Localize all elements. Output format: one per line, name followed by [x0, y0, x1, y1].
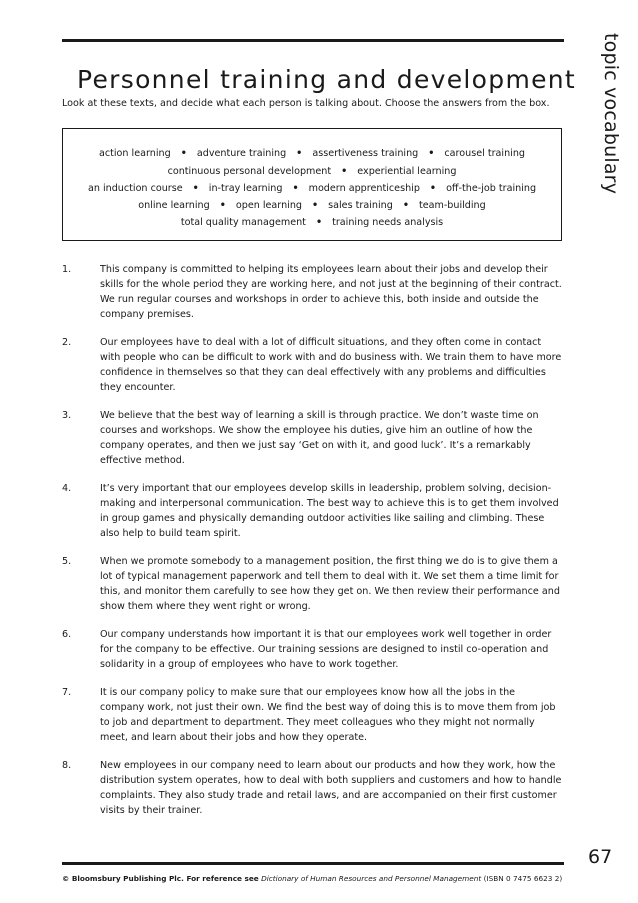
item-number: 4.: [62, 483, 72, 494]
list-item: [62, 627, 562, 672]
item-number: 2.: [62, 337, 72, 348]
word-box-term: modern apprenticeship: [308, 183, 420, 194]
page-number: 67: [588, 846, 613, 868]
bullet-icon: •: [341, 166, 348, 177]
list-item: [62, 685, 562, 745]
bullet-icon: •: [192, 183, 199, 194]
footer: [62, 874, 562, 883]
footer-copyright: © Bloomsbury Publishing Plc. For reference see: [62, 874, 259, 883]
item-text: It’s very important that our employees develop skills in leadership, problem solving, decision-making and interpersonal communication. The best way to achieve this is to get them involved in group games and physically demanding outdoor activities like sailing and climbing. These also help to build team spirit.: [100, 483, 559, 539]
bullet-icon: •: [312, 200, 319, 211]
item-number: 1.: [62, 264, 72, 275]
word-box-term: training needs analysis: [332, 217, 444, 228]
side-label: topic vocabulary: [600, 33, 622, 195]
word-box-term: online learning: [138, 200, 210, 211]
list-item: [62, 408, 562, 468]
word-box-term: experiential learning: [357, 166, 457, 177]
bullet-icon: •: [402, 200, 409, 211]
word-box-term: team-building: [418, 200, 486, 211]
item-text: New employees in our company need to learn about our products and how they work, how the distribution system operates, how to deal with both suppliers and customers and how to handle complaints. They also study trade and retail laws, and are accompanied on their first customer visits by their trainer.: [100, 760, 562, 816]
bottom-rule: [62, 862, 564, 865]
item-number: 6.: [62, 629, 72, 640]
item-text: Our company understands how important it is that our employees work well together in order for the company to be effective. Our training sessions are designed to instil co-operation and solidarity in a group of employees who have to work together.: [100, 629, 552, 670]
item-number: 5.: [62, 556, 72, 567]
word-box-line: [63, 148, 561, 159]
item-number: 7.: [62, 687, 72, 698]
instructions: Look at these texts, and decide what each person is talking about. Choose the answers from the box.: [62, 98, 550, 109]
word-box-term: continuous personal development: [167, 166, 332, 177]
bullet-icon: •: [296, 148, 303, 159]
page-title: Personnel training and development: [77, 64, 577, 94]
bullet-icon: •: [428, 148, 435, 159]
bullet-icon: •: [292, 183, 299, 194]
word-box-term: sales training: [328, 200, 393, 211]
word-box-term: action learning: [98, 148, 171, 159]
item-text: It is our company policy to make sure that our employees know how all the jobs in the company work, not just their own. We find the best way of doing this is to move them from job to job and department to department. They meet colleagues who they might not normally meet, and learn about their jobs and how they operate.: [100, 687, 556, 743]
word-box-line: [63, 200, 561, 211]
word-box-term: adventure training: [196, 148, 287, 159]
list-item: [62, 554, 562, 614]
item-number: 8.: [62, 760, 72, 771]
bullet-icon: •: [429, 183, 437, 194]
top-rule: [62, 39, 564, 42]
list-item: [62, 262, 562, 322]
list-item: [62, 481, 562, 541]
footer-book-title: Dictionary of Human Resources and Personnel Management: [261, 874, 482, 883]
item-text: When we promote somebody to a management position, the first thing we do is to give them a lot of typical management paperwork and tell them to deal with it. We set them a time limit for this, and monitor them carefully to see how they get on. We then review their performance and show them where they went right or wrong.: [100, 556, 560, 612]
word-box-term: in-tray learning: [208, 183, 283, 194]
word-box: [62, 128, 562, 241]
bullet-icon: •: [180, 148, 187, 159]
word-box-line: [63, 217, 561, 228]
word-box-term: off-the-job training: [446, 183, 537, 194]
item-number: 3.: [62, 410, 72, 421]
item-text: We believe that the best way of learning a skill is through practice. We don’t waste time on courses and workshops. We show the employee his duties, give him an outline of how the company operates, and then we just say ‘Get on with it, and good luck’. It’s a remarkably effective method.: [100, 410, 539, 466]
word-box-term: an induction course: [87, 183, 183, 194]
item-text: Our employees have to deal with a lot of difficult situations, and they often come in contact with people who can be difficult to work with and do business with. We train them to have more confidence in themselves so that they can deal effectively with any problems and difficulties they encounter.: [100, 337, 562, 393]
word-box-term: assertiveness training: [312, 148, 419, 159]
list-item: [62, 758, 562, 818]
word-box-term: carousel training: [444, 148, 526, 159]
bullet-icon: •: [315, 217, 323, 228]
word-box-term: open learning: [235, 200, 302, 211]
exercise-list: [62, 262, 562, 831]
word-box-line: [63, 183, 561, 194]
list-item: [62, 335, 562, 395]
word-box-line: [63, 166, 561, 177]
footer-isbn: (ISBN 0 7475 6623 2): [483, 874, 563, 883]
word-box-term: total quality management: [180, 217, 306, 228]
bullet-icon: •: [219, 200, 226, 211]
item-text: This company is committed to helping its employees learn about their jobs and develop their skills for the whole period they are working here, and not just at the beginning of their contract. We run regular courses and workshops in order to achieve this, both inside and outside the company premises.: [100, 264, 562, 320]
